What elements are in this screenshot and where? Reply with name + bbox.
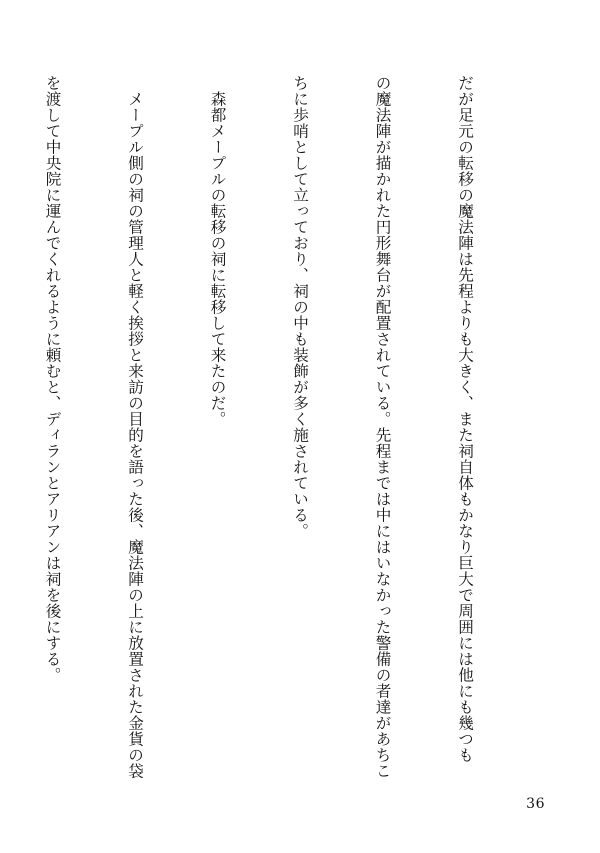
text-line: の魔法陣が描かれた円形舞台が配置されている。先程までは中にはいなかった警備の者達があちこ: [373, 75, 392, 779]
text-line: 森都メープルの転移の祠に転移して来たのだ。: [208, 75, 227, 427]
body-text: [0, 75, 533, 779]
text-line: メープル側の祠の管理人と軽く挨拶と来訪の目的を語った後、魔法陣の上に放置された金貨の袋: [126, 75, 144, 779]
text-line: ちに歩哨として立っており、祠の中も装飾が多く施されている。: [291, 75, 309, 539]
page-number: 36: [526, 796, 545, 812]
text-line: だが足元の転移の魔法陣は先程よりも大きく、また祠自体もかなり巨大で周囲には他にも幾つも: [456, 75, 474, 763]
text-line: を渡して中央院に運んでくれるように頼むと、ディランとアリアンは祠を後にする。: [43, 75, 62, 683]
